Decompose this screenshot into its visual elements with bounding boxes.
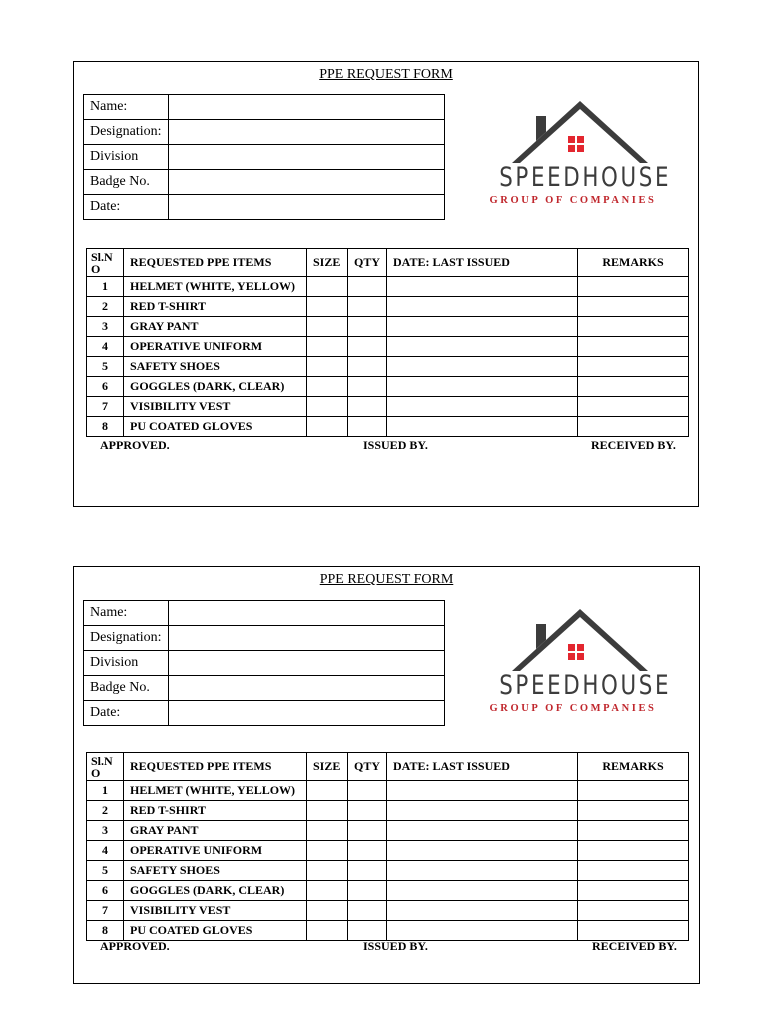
table-row	[87, 881, 689, 901]
table-row	[87, 781, 689, 801]
ppe-items-table	[86, 248, 689, 437]
qty-cell[interactable]	[348, 841, 387, 861]
row-item: GOGGLES (DARK, CLEAR)	[124, 377, 307, 397]
table-row	[87, 821, 689, 841]
col-date-header: DATE: LAST ISSUED	[387, 753, 578, 781]
row-serial: 6	[87, 881, 124, 901]
badge-no-field[interactable]	[169, 676, 445, 701]
date-cell[interactable]	[387, 397, 578, 417]
designation-field[interactable]	[169, 120, 445, 145]
row-item: SAFETY SHOES	[124, 861, 307, 881]
date-cell[interactable]	[387, 317, 578, 337]
date-label: Date:	[84, 701, 169, 726]
form-title: PPE REQUEST FORM	[319, 67, 453, 82]
remarks-cell[interactable]	[578, 397, 689, 417]
size-cell[interactable]	[307, 377, 348, 397]
row-item: SAFETY SHOES	[124, 357, 307, 377]
row-item: OPERATIVE UNIFORM	[124, 841, 307, 861]
qty-cell[interactable]	[348, 357, 387, 377]
date-cell[interactable]	[387, 357, 578, 377]
remarks-cell[interactable]	[578, 297, 689, 317]
date-cell[interactable]	[387, 417, 578, 437]
qty-cell[interactable]	[348, 297, 387, 317]
qty-cell[interactable]	[348, 317, 387, 337]
form-title: PPE REQUEST FORM	[319, 572, 454, 587]
row-item: OPERATIVE UNIFORM	[124, 337, 307, 357]
size-cell[interactable]	[307, 357, 348, 377]
date-cell[interactable]	[387, 801, 578, 821]
col-qty-header: QTY	[348, 753, 387, 781]
size-cell[interactable]	[307, 901, 348, 921]
row-item: PU COATED GLOVES	[124, 417, 307, 437]
size-cell[interactable]	[307, 861, 348, 881]
col-serial-header: Sl.N O	[87, 753, 124, 781]
date-cell[interactable]	[387, 277, 578, 297]
table-row	[87, 337, 689, 357]
row-serial: 7	[87, 397, 124, 417]
brand-name: SPEEDHOUSE	[499, 670, 672, 701]
size-cell[interactable]	[307, 337, 348, 357]
date-field[interactable]	[169, 701, 445, 726]
qty-cell[interactable]	[348, 921, 387, 941]
row-serial: 8	[87, 417, 124, 437]
remarks-cell[interactable]	[578, 841, 689, 861]
qty-cell[interactable]	[348, 861, 387, 881]
row-item: PU COATED GLOVES	[124, 921, 307, 941]
designation-label: Designation:	[84, 120, 169, 145]
table-header-row	[87, 249, 689, 277]
row-serial: 4	[87, 841, 124, 861]
qty-cell[interactable]	[348, 397, 387, 417]
table-row	[87, 861, 689, 881]
approved-label: APPROVED.	[100, 939, 170, 953]
designation-label: Designation:	[84, 626, 169, 651]
table-row	[87, 297, 689, 317]
col-remarks-header: REMARKS	[578, 753, 689, 781]
size-cell[interactable]	[307, 297, 348, 317]
col-serial-header: Sl.N O	[87, 249, 124, 277]
brand-tagline: GROUP OF COMPANIES	[489, 195, 657, 206]
remarks-cell[interactable]	[578, 277, 689, 297]
size-cell[interactable]	[307, 801, 348, 821]
remarks-cell[interactable]	[578, 337, 689, 357]
remarks-cell[interactable]	[578, 417, 689, 437]
row-item: HELMET (WHITE, YELLOW)	[124, 277, 307, 297]
table-row	[87, 901, 689, 921]
row-serial: 3	[87, 821, 124, 841]
col-qty-header: QTY	[348, 249, 387, 277]
date-cell[interactable]	[387, 841, 578, 861]
approved-label: APPROVED.	[100, 438, 170, 452]
row-serial: 3	[87, 317, 124, 337]
table-row	[87, 357, 689, 377]
received-by-label: RECEIVED BY.	[592, 939, 677, 953]
date-field[interactable]	[169, 195, 445, 220]
row-serial: 5	[87, 357, 124, 377]
employee-info-table	[83, 94, 445, 220]
remarks-cell[interactable]	[578, 921, 689, 941]
col-size-header: SIZE	[307, 249, 348, 277]
qty-cell[interactable]	[348, 881, 387, 901]
issued-by-label: ISSUED BY.	[363, 438, 428, 452]
issued-by-label: ISSUED BY.	[363, 939, 428, 953]
date-cell[interactable]	[387, 821, 578, 841]
size-cell[interactable]	[307, 841, 348, 861]
date-cell[interactable]	[387, 901, 578, 921]
qty-cell[interactable]	[348, 337, 387, 357]
division-label: Division	[84, 145, 169, 170]
ppe-request-form-2	[73, 566, 700, 984]
date-cell[interactable]	[387, 297, 578, 317]
badge-no-label: Badge No.	[84, 170, 169, 195]
table-row	[87, 397, 689, 417]
division-field[interactable]	[169, 145, 445, 170]
table-row	[87, 841, 689, 861]
row-serial: 1	[87, 781, 124, 801]
row-serial: 6	[87, 377, 124, 397]
table-header-row	[87, 753, 689, 781]
remarks-cell[interactable]	[578, 357, 689, 377]
row-item: GOGGLES (DARK, CLEAR)	[124, 881, 307, 901]
name-label: Name:	[84, 601, 169, 626]
col-items-header: REQUESTED PPE ITEMS	[124, 753, 307, 781]
remarks-cell[interactable]	[578, 377, 689, 397]
date-label: Date:	[84, 195, 169, 220]
ppe-request-form-1	[73, 61, 699, 507]
table-row	[87, 921, 689, 941]
row-serial: 7	[87, 901, 124, 921]
table-row	[87, 277, 689, 297]
size-cell[interactable]	[307, 277, 348, 297]
row-item: HELMET (WHITE, YELLOW)	[124, 781, 307, 801]
ppe-items-table	[86, 752, 689, 941]
row-item: VISIBILITY VEST	[124, 901, 307, 921]
name-label: Name:	[84, 95, 169, 120]
table-row	[87, 801, 689, 821]
brand-tagline: GROUP OF COMPANIES	[489, 703, 657, 714]
table-row	[87, 417, 689, 437]
qty-cell[interactable]	[348, 901, 387, 921]
date-cell[interactable]	[387, 337, 578, 357]
row-item: GRAY PANT	[124, 821, 307, 841]
qty-cell[interactable]	[348, 781, 387, 801]
row-item: VISIBILITY VEST	[124, 397, 307, 417]
remarks-cell[interactable]	[578, 317, 689, 337]
received-by-label: RECEIVED BY.	[591, 438, 676, 452]
qty-cell[interactable]	[348, 377, 387, 397]
row-item: GRAY PANT	[124, 317, 307, 337]
date-cell[interactable]	[387, 861, 578, 881]
col-remarks-header: REMARKS	[578, 249, 689, 277]
date-cell[interactable]	[387, 881, 578, 901]
name-field[interactable]	[169, 601, 445, 626]
qty-cell[interactable]	[348, 417, 387, 437]
designation-field[interactable]	[169, 626, 445, 651]
badge-no-label: Badge No.	[84, 676, 169, 701]
row-item: RED T-SHIRT	[124, 297, 307, 317]
date-cell[interactable]	[387, 781, 578, 801]
remarks-cell[interactable]	[578, 901, 689, 921]
size-cell[interactable]	[307, 881, 348, 901]
row-serial: 8	[87, 921, 124, 941]
col-size-header: SIZE	[307, 753, 348, 781]
remarks-cell[interactable]	[578, 881, 689, 901]
size-cell[interactable]	[307, 781, 348, 801]
size-cell[interactable]	[307, 317, 348, 337]
date-cell[interactable]	[387, 921, 578, 941]
employee-info-table	[83, 600, 445, 726]
size-cell[interactable]	[307, 397, 348, 417]
remarks-cell[interactable]	[578, 821, 689, 841]
division-field[interactable]	[169, 651, 445, 676]
remarks-cell[interactable]	[578, 801, 689, 821]
name-field[interactable]	[169, 95, 445, 120]
brand-name: SPEEDHOUSE	[499, 162, 672, 193]
row-serial: 4	[87, 337, 124, 357]
badge-no-field[interactable]	[169, 170, 445, 195]
row-item: RED T-SHIRT	[124, 801, 307, 821]
size-cell[interactable]	[307, 921, 348, 941]
row-serial: 1	[87, 277, 124, 297]
size-cell[interactable]	[307, 417, 348, 437]
row-serial: 2	[87, 801, 124, 821]
qty-cell[interactable]	[348, 821, 387, 841]
qty-cell[interactable]	[348, 801, 387, 821]
division-label: Division	[84, 651, 169, 676]
col-items-header: REQUESTED PPE ITEMS	[124, 249, 307, 277]
col-date-header: DATE: LAST ISSUED	[387, 249, 578, 277]
row-serial: 2	[87, 297, 124, 317]
row-serial: 5	[87, 861, 124, 881]
qty-cell[interactable]	[348, 277, 387, 297]
size-cell[interactable]	[307, 821, 348, 841]
table-row	[87, 317, 689, 337]
remarks-cell[interactable]	[578, 861, 689, 881]
table-row	[87, 377, 689, 397]
remarks-cell[interactable]	[578, 781, 689, 801]
date-cell[interactable]	[387, 377, 578, 397]
